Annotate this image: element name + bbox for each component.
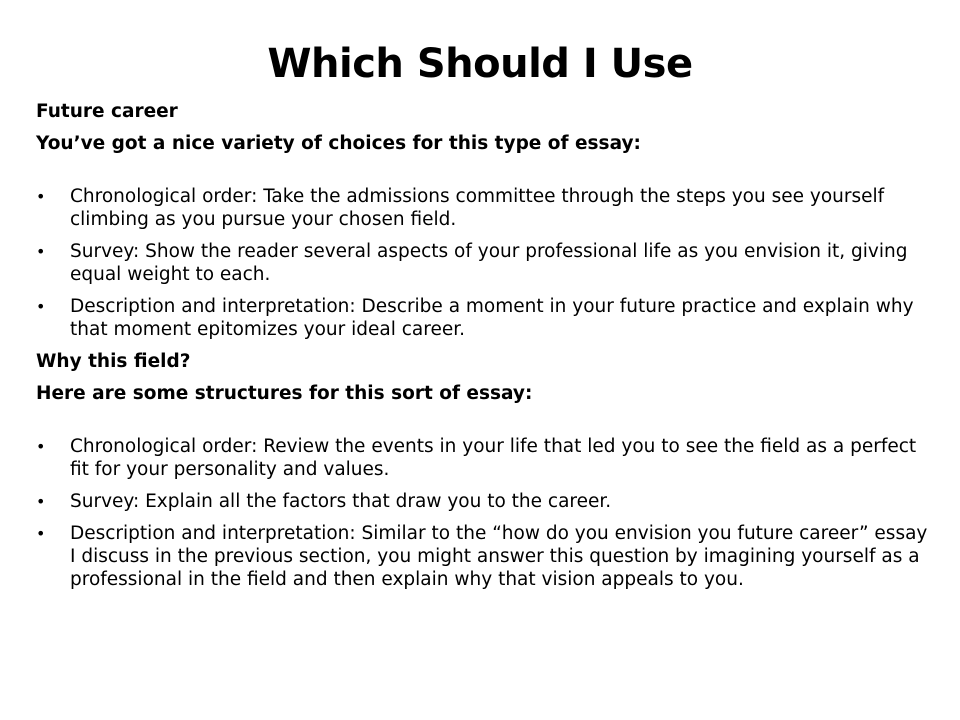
spacer — [36, 414, 936, 435]
bullet-text: Description and interpretation: Describe a moment in your future practice and explain why that moment epitomizes your ideal career. — [70, 296, 914, 340]
bullet-text: Survey: Show the reader several aspects of your professional life as you envision it, giving equal weight to each. — [70, 241, 908, 285]
bullet-icon: • — [36, 242, 46, 261]
bullet-icon: • — [36, 187, 46, 206]
bullet-item — [36, 490, 936, 513]
bullet-icon: • — [36, 437, 46, 456]
spacer — [36, 164, 936, 185]
bullet-icon: • — [36, 492, 46, 511]
bullet-item — [36, 240, 936, 286]
section-heading-why-this-field: Why this field? — [36, 351, 191, 372]
bullet-icon: • — [36, 524, 46, 543]
section-intro-future-career: You’ve got a nice variety of choices for this type of essay: — [36, 133, 641, 154]
slide-body — [36, 100, 936, 600]
bullet-item — [36, 522, 936, 591]
section-heading-future-career: Future career — [36, 101, 178, 122]
bullet-text: Survey: Explain all the factors that draw you to the career. — [70, 491, 612, 512]
bullet-item — [36, 185, 936, 231]
bullet-icon: • — [36, 297, 46, 316]
bullet-item — [36, 435, 936, 481]
bullet-list-future-career — [36, 185, 936, 341]
bullet-item — [36, 295, 936, 341]
slide-title: Which Should I Use — [267, 41, 693, 87]
bullet-text: Chronological order: Review the events in your life that led you to see the field as a perfect fit for your personality and values. — [70, 436, 917, 480]
bullet-list-why-this-field — [36, 435, 936, 591]
bullet-text: Description and interpretation: Similar to the “how do you envision you future career” essay I discuss in the previous section, you might answer this question by imagining yourself as a professional in the field and then explain why that vision appeals to you. — [70, 523, 928, 590]
bullet-text: Chronological order: Take the admissions committee through the steps you see yourself climbing as you pursue your chosen field. — [70, 186, 885, 230]
section-intro-why-this-field: Here are some structures for this sort of essay: — [36, 383, 533, 404]
